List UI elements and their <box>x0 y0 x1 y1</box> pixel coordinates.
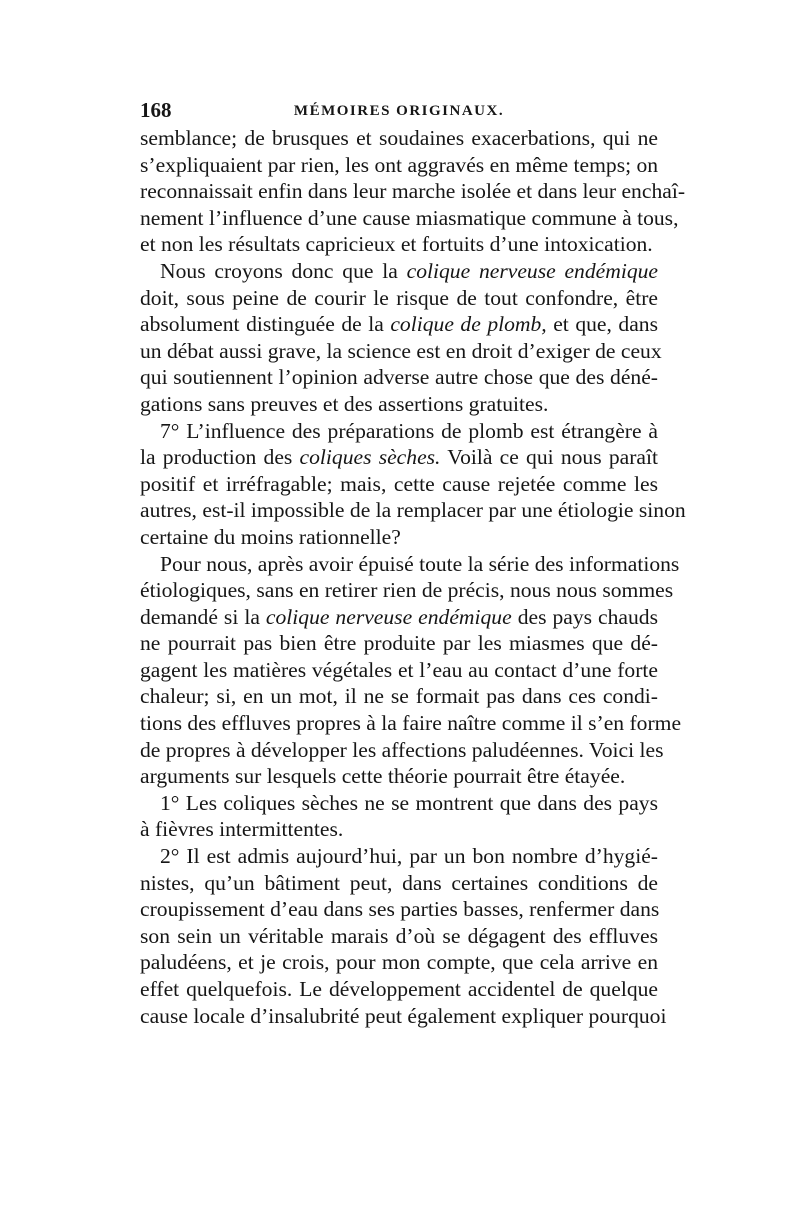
text-line: doit, sous peine de courir le risque de tout confondre, être <box>140 285 658 310</box>
paragraph <box>140 258 662 418</box>
text-line: positif et irréfragable; mais, cette cause rejetée comme les <box>140 471 658 496</box>
text-line: nistes, qu’un bâtiment peut, dans certaines conditions de <box>140 870 658 895</box>
text-line: absolument distinguée de la colique de plomb, et que, dans <box>140 312 658 337</box>
text-line: tions des effluves propres à la faire naître comme il s’en forme <box>140 711 682 736</box>
text-line: la production des coliques sèches. Voilà ce qui nous paraît <box>140 445 658 470</box>
text-line: de propres à développer les affections paludéennes. Voici les <box>140 737 664 762</box>
text-line: paludéens, et je crois, pour mon compte, que cela arrive en <box>140 950 658 975</box>
text-line: croupissement d’eau dans ses parties basses, renfermer dans <box>140 897 660 922</box>
text-line: reconnaissait enfin dans leur marche isolée et dans leur enchaî- <box>140 179 686 204</box>
text-line: autres, est-il impossible de la remplacer par une étiologie sinon <box>140 498 686 523</box>
page-number: 168 <box>140 98 172 122</box>
text-line: un débat aussi grave, la science est en droit d’exiger de ceux <box>140 338 662 363</box>
text-line: Nous croyons donc que la colique nerveuse endémique <box>160 258 659 283</box>
text-line: arguments sur lesquels cette théorie pourrait être étayée. <box>140 764 626 789</box>
text-line: s’expliquaient par rien, les ont aggravés en même temps; on <box>140 152 659 177</box>
running-title: MÉMOIRES ORIGINAUX. <box>293 103 505 119</box>
text-line: à fièvres intermittentes. <box>140 817 344 842</box>
book-page <box>140 97 686 1029</box>
paragraph <box>140 551 682 790</box>
text-line: gations sans preuves et des assertions gratuites. <box>140 391 549 416</box>
text-line: son sein un véritable marais d’où se dégagent des effluves <box>140 923 658 948</box>
text-line: certaine du moins rationnelle? <box>140 524 401 549</box>
text-line: semblance; de brusques et soudaines exacerbations, qui ne <box>140 126 658 150</box>
text-line: 7° L’influence des préparations de plomb est étrangère à <box>160 418 658 443</box>
text-line: gagent les matières végétales et l’eau au contact d’une forte <box>140 657 658 682</box>
text-line: étiologiques, sans en retirer rien de précis, nous nous sommes <box>140 578 674 603</box>
text-line: 2° Il est admis aujourd’hui, par un bon nombre d’hygié- <box>160 844 658 869</box>
paragraph <box>140 790 658 843</box>
text-line: Pour nous, après avoir épuisé toute la série des informations <box>160 551 680 576</box>
paragraph <box>140 125 686 258</box>
text-line: nement l’influence d’une cause miasmatique commune à tous, <box>140 205 679 230</box>
text-line: et non les résultats capricieux et fortuits d’une intoxication. <box>140 232 653 257</box>
running-head <box>140 97 658 123</box>
text-line: cause locale d’insalubrité peut également expliquer pourquoi <box>140 1003 667 1028</box>
text-line: chaleur; si, en un mot, il ne se formait pas dans ces condi- <box>140 684 658 709</box>
text-line: effet quelquefois. Le développement accidentel de quelque <box>140 977 658 1001</box>
text-line: demandé si la colique nerveuse endémique des pays chauds <box>140 604 658 629</box>
text-line: qui soutiennent l’opinion adverse autre chose que des déné- <box>140 365 658 390</box>
body-text <box>140 125 686 1029</box>
paragraph <box>140 843 667 1029</box>
paragraph <box>140 418 686 551</box>
text-line: ne pourrait pas bien être produite par les miasmes que dé- <box>140 631 658 656</box>
text-line: 1° Les coliques sèches ne se montrent que dans des pays <box>160 790 658 815</box>
